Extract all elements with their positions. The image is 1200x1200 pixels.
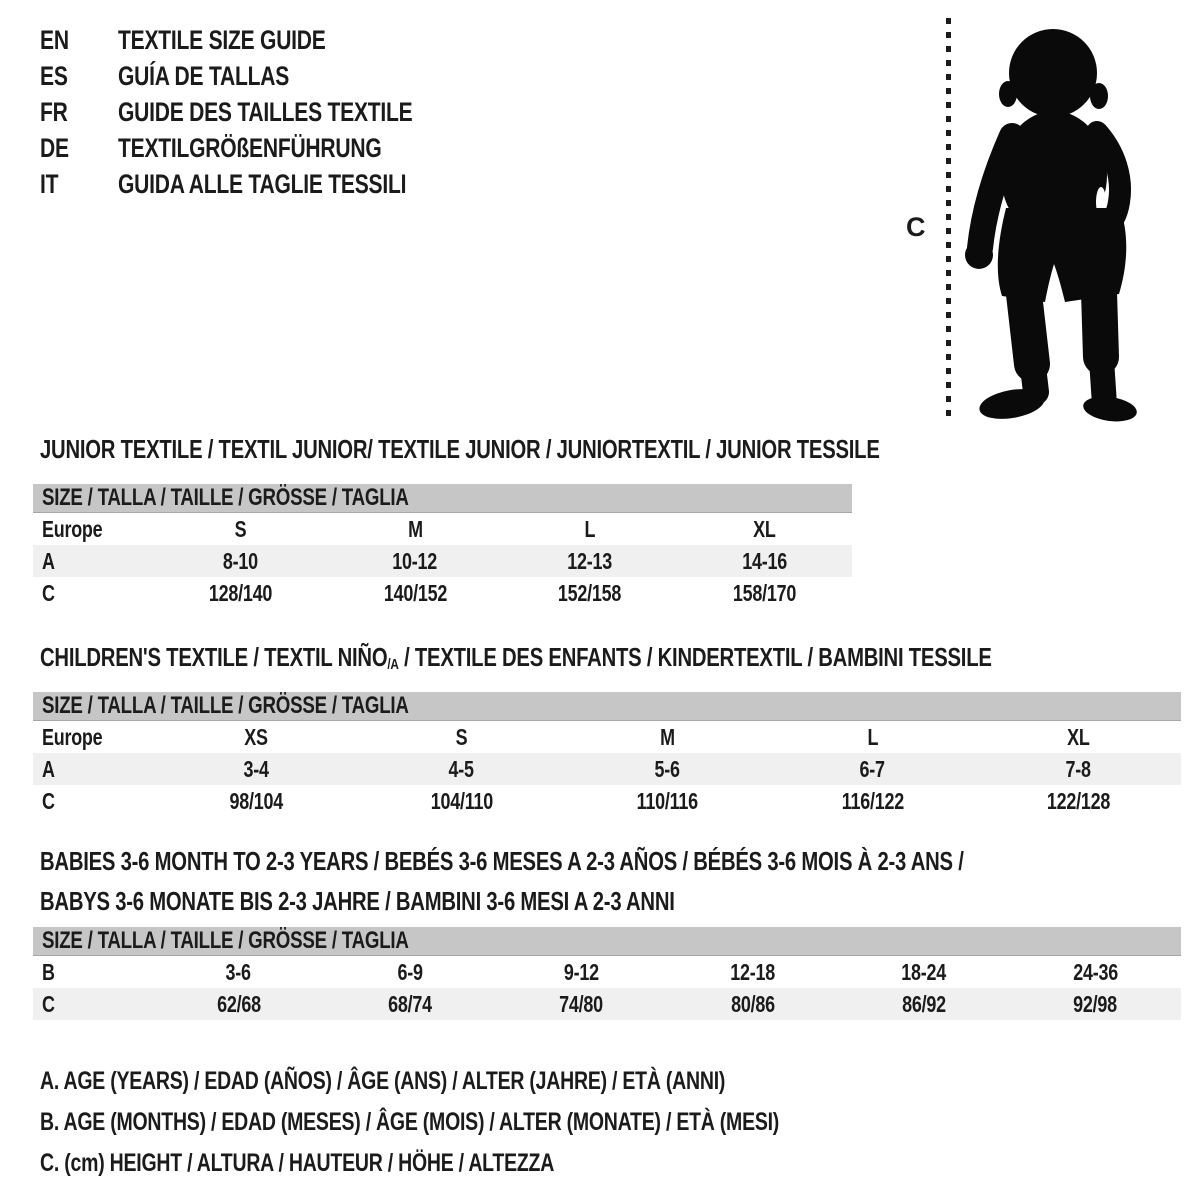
value-cell: 86/92 <box>902 990 946 1017</box>
language-row-it <box>40 166 496 202</box>
value-cell: 6-9 <box>397 958 423 985</box>
value-cell: 12-13 <box>567 547 613 574</box>
value-cell: 10-12 <box>392 547 438 574</box>
table-row <box>33 785 1181 817</box>
table-row <box>33 988 1181 1020</box>
row-label-cell: C <box>42 787 55 814</box>
babies-section-title-line1: BABIES 3-6 MONTH TO 2-3 YEARS / BEBÉS 3-6 MESES A 2-3 AÑOS / BÉBÉS 3-6 MOIS À 2-3 ANS / <box>40 846 964 876</box>
language-row-de <box>40 130 496 166</box>
size-header-bar: SIZE / TALLA / TAILLE / GRÖSSE / TAGLIA <box>33 692 1181 721</box>
children-section-title: CHILDREN'S TEXTILE / TEXTIL NIÑO/A / TEXTILE DES ENFANTS / KINDERTEXTIL / BAMBINI TESSILE <box>40 642 992 673</box>
value-cell: 18-24 <box>901 958 947 985</box>
nino-a-subscript: /A <box>387 656 399 673</box>
row-label-cell: B <box>42 958 55 985</box>
value-cell: 80/86 <box>730 990 775 1017</box>
babies-section-title-line2: BABYS 3-6 MONATE BIS 2-3 JAHRE / BAMBINI 3-6 MESI A 2-3 ANNI <box>40 886 675 916</box>
junior-section-title: JUNIOR TEXTILE / TEXTIL JUNIOR/ TEXTILE JUNIOR / JUNIORTEXTIL / JUNIOR TESSILE <box>40 434 880 464</box>
value-cell: M <box>407 515 423 542</box>
legend-line-c: C. (cm) HEIGHT / ALTURA / HAUTEUR / HÖHE / ALTEZZA <box>40 1149 555 1177</box>
language-title-list <box>40 22 496 202</box>
guide-title-fr: GUIDE DES TAILLES TEXTILE <box>118 96 413 127</box>
value-cell: L <box>584 515 596 542</box>
guide-title-it: GUIDA ALLE TAGLIE TESSILI <box>118 168 407 199</box>
language-code: IT <box>40 168 59 199</box>
row-label-cell: A <box>42 547 55 574</box>
language-code: ES <box>40 60 68 91</box>
value-cell: S <box>234 515 247 542</box>
table-row <box>33 956 1181 988</box>
value-cell: M <box>659 723 675 750</box>
value-cell: 3-6 <box>226 958 252 985</box>
value-cell: XL <box>753 515 776 542</box>
baby-silhouette <box>952 12 1142 422</box>
value-cell: L <box>867 723 878 750</box>
language-code: FR <box>40 96 68 127</box>
row-label-cell: Europe <box>42 515 103 542</box>
legend-line-a: A. AGE (YEARS) / EDAD (AÑOS) / ÂGE (ANS) / ALTER (JAHRE) / ETÀ (ANNI) <box>40 1067 726 1095</box>
value-cell: 92/98 <box>1073 990 1118 1017</box>
value-cell: 3-4 <box>243 755 269 782</box>
value-cell: XL <box>1066 723 1090 750</box>
guide-title-es: GUÍA DE TALLAS <box>118 60 290 91</box>
language-row-en <box>40 22 496 58</box>
table-row <box>33 545 852 577</box>
height-dashed-line <box>946 18 951 416</box>
value-cell: 14-16 <box>742 547 787 574</box>
children-size-table <box>33 692 1181 817</box>
value-cell: 140/152 <box>383 579 447 606</box>
value-cell: 116/122 <box>841 787 904 814</box>
value-cell: 7-8 <box>1065 755 1091 782</box>
value-cell: 152/158 <box>558 579 622 606</box>
row-label-cell: C <box>42 579 55 606</box>
babies-size-table <box>33 927 1181 1020</box>
language-row-es <box>40 58 496 94</box>
table-row <box>33 721 1181 753</box>
value-cell: 62/68 <box>216 990 261 1017</box>
value-cell: 24-36 <box>1072 958 1118 985</box>
value-cell: 158/170 <box>733 579 797 606</box>
value-cell: 128/140 <box>208 579 272 606</box>
value-cell: 110/116 <box>636 787 698 814</box>
value-cell: 12-18 <box>730 958 776 985</box>
row-label-cell: A <box>42 755 55 782</box>
size-header-bar: SIZE / TALLA / TAILLE / GRÖSSE / TAGLIA <box>33 484 852 513</box>
table-row <box>33 577 852 609</box>
height-measure-label: C <box>906 212 926 242</box>
value-cell: 122/128 <box>1046 787 1110 814</box>
guide-title-en: TEXTILE SIZE GUIDE <box>118 24 326 55</box>
row-label-cell: Europe <box>42 723 103 750</box>
value-cell: 4-5 <box>448 755 475 782</box>
value-cell: 9-12 <box>563 958 599 985</box>
value-cell: 6-7 <box>859 755 886 782</box>
language-code: EN <box>40 24 69 55</box>
value-cell: 5-6 <box>654 755 680 782</box>
value-cell: 68/74 <box>388 990 432 1017</box>
value-cell: 8-10 <box>222 547 258 574</box>
table-row <box>33 753 1181 785</box>
legend-line-b: B. AGE (MONTHS) / EDAD (MESES) / ÂGE (MOIS) / ALTER (MONATE) / ETÀ (MESI) <box>40 1108 780 1136</box>
row-label-cell: C <box>42 990 55 1017</box>
table-row <box>33 513 852 545</box>
language-row-fr <box>40 94 496 130</box>
guide-title-de: TEXTILGRÖßENFÜHRUNG <box>118 132 382 163</box>
junior-size-table <box>33 484 852 609</box>
value-cell: S <box>455 723 468 750</box>
value-cell: 74/80 <box>559 990 604 1017</box>
value-cell: 98/104 <box>229 787 283 814</box>
language-code: DE <box>40 132 69 163</box>
value-cell: 104/110 <box>430 787 493 814</box>
value-cell: XS <box>244 723 268 750</box>
size-header-bar: SIZE / TALLA / TAILLE / GRÖSSE / TAGLIA <box>33 927 1181 956</box>
